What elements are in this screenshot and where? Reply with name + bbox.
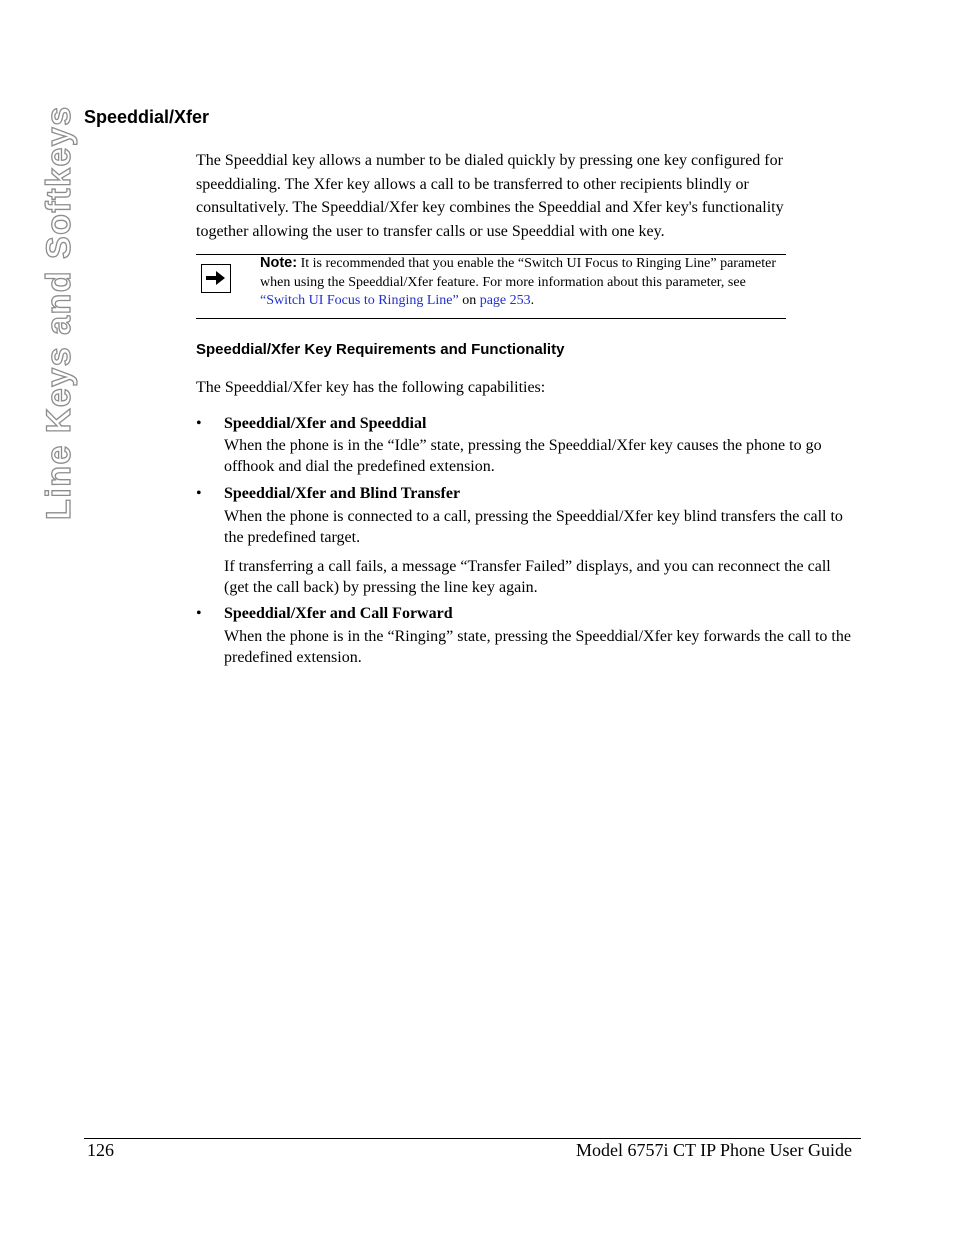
note-body-1: It is recommended that you enable the “Switch UI Focus to Ringing Line” parameter when using the Speeddial/Xfer feature. For more information about this parameter, see — [260, 256, 777, 290]
section-title: Speeddial/Xfer — [84, 107, 210, 127]
subsection-title: Speeddial/Xfer Key Requirements and Functionality — [196, 341, 565, 358]
lead-sentence: The Speeddial/Xfer key has the following capabilities: — [196, 379, 546, 396]
item-paragraph: When the phone is connected to a call, pressing the Speeddial/Xfer key blind transfers the call to the predefined target. — [224, 508, 843, 546]
note-body-3: . — [530, 293, 535, 309]
bullet-marker: • — [196, 415, 202, 432]
page-number: 126 — [87, 1140, 114, 1160]
switch-ui-focus-link[interactable]: “Switch UI Focus to Ringing Line” — [260, 293, 459, 309]
bullet-marker: • — [196, 485, 202, 502]
item-paragraph: If transferring a call fails, a message “Transfer Failed” displays, and you can reconnect the call (get the call back) by pressing the line key again. — [224, 558, 831, 596]
item-paragraph: When the phone is in the “Idle” state, pressing the Speeddial/Xfer key causes the phone to go offhook and dial the predefined extension. — [224, 437, 822, 475]
note-bottom-rule — [196, 318, 786, 319]
item-paragraph: When the phone is in the “Ringing” state, pressing the Speeddial/Xfer key forwards the call to the predefined extension. — [224, 628, 851, 666]
page-253-link[interactable]: page 253 — [479, 293, 531, 309]
guide-title: Model 6757i CT IP Phone User Guide — [576, 1140, 852, 1160]
intro-paragraph: The Speeddial key allows a number to be dialed quickly by pressing one key configured for speeddialing. The Xfer key allows a call to be transferred to other recipients blindly or consultatively. The Speeddial/Xfer key combines the Speeddial and Xfer key's functionality together allowing the user to transfer calls or use Speeddial with one key. — [196, 152, 784, 240]
item-title: Speeddial/Xfer and Blind Transfer — [224, 485, 461, 502]
note-text — [260, 254, 785, 311]
side-tab-label: Line Keys and Softkeys — [40, 105, 78, 520]
note-body-2: on — [458, 293, 480, 309]
note-label: Note: — [260, 255, 298, 271]
arrow-right-icon — [201, 264, 231, 293]
item-title: Speeddial/Xfer and Call Forward — [224, 605, 453, 622]
footer-rule — [84, 1138, 861, 1139]
item-title: Speeddial/Xfer and Speeddial — [224, 415, 427, 432]
bullet-marker: • — [196, 605, 202, 622]
